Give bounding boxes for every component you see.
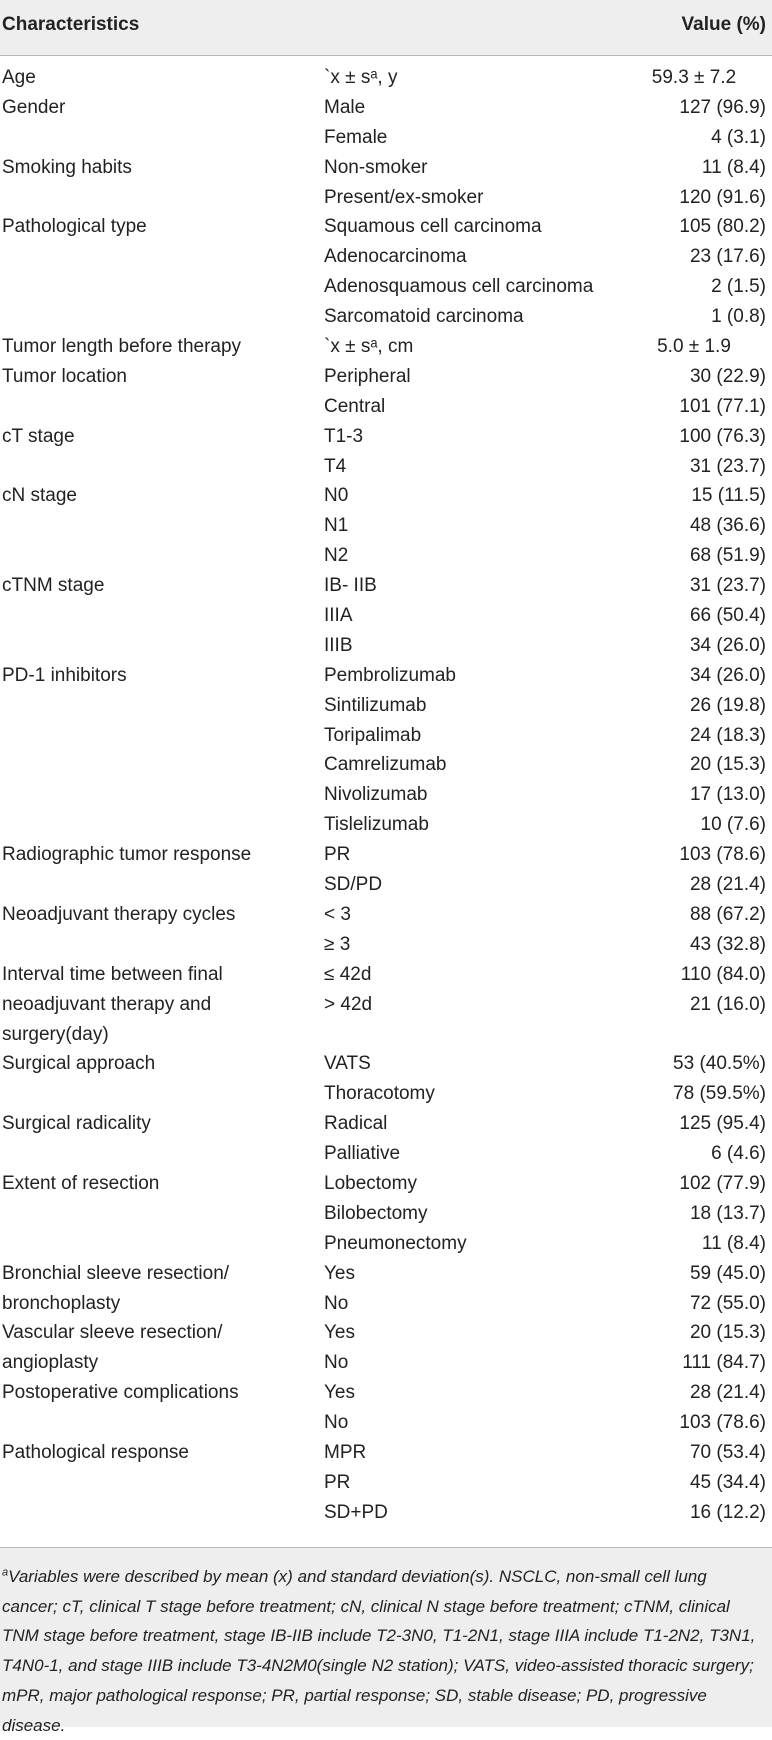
- row-characteristic: Pathological response: [2, 1441, 189, 1463]
- table-row: [0, 1408, 772, 1438]
- row-value: 103 (78.6): [679, 844, 766, 866]
- row-value: 102 (77.9): [679, 1172, 766, 1194]
- table-row: [0, 840, 772, 870]
- row-value: 26 (19.8): [689, 694, 766, 716]
- row-category: SD+PD: [324, 1501, 388, 1523]
- row-value: 34 (26.0): [689, 664, 766, 686]
- table-row: [0, 153, 772, 183]
- row-category: Thoracotomy: [324, 1083, 435, 1105]
- row-category: `x ± sᵃ, y: [324, 67, 398, 88]
- row-value: 34 (26.0): [689, 634, 766, 656]
- row-characteristic: PD-1 inhibitors: [2, 664, 127, 686]
- row-category: ≥ 3: [324, 933, 351, 955]
- table-row: [0, 1199, 772, 1229]
- row-value: 21 (16.0): [689, 993, 766, 1015]
- row-category: Yes: [324, 1382, 355, 1404]
- footnote-text: Variables were described by mean (x) and standard deviation(s). NSCLC, non-small cell lung cancer; cT, clinical T stage before treatment; cN, clinical N stage before treatment; cTNM, clinical TNM stage before treatment, stage IB-IIB include T2-3N0, T1-2N1, stage IIIA include T1-2N2, T3N1, T4N0-1, and stage IIIB include T3-4N2M0(single N2 station); VATS, video-assisted thoracic surgery; mPR, major pathological response; PR, partial response; SD, stable disease; PD, progressive disease.: [2, 1567, 756, 1735]
- row-category: Pembrolizumab: [324, 664, 456, 686]
- row-category: N2: [324, 545, 349, 567]
- row-value: 70 (53.4): [689, 1441, 766, 1463]
- table-row: [0, 1289, 772, 1319]
- table-row: [0, 1348, 772, 1378]
- row-value: 18 (13.7): [689, 1202, 766, 1224]
- row-characteristic: surgery(day): [2, 1023, 109, 1045]
- row-value: 45 (34.4): [689, 1471, 766, 1493]
- row-category: N1: [324, 515, 349, 537]
- row-characteristic: Vascular sleeve resection/: [2, 1322, 223, 1344]
- table-row: [0, 123, 772, 153]
- row-characteristic: Pathological type: [2, 216, 147, 238]
- table-row: [0, 63, 772, 93]
- row-value: 100 (76.3): [679, 425, 766, 447]
- row-value: 16 (12.2): [689, 1501, 766, 1523]
- row-value: 105 (80.2): [679, 216, 766, 238]
- row-value: 59.3 ± 7.2: [651, 67, 737, 88]
- table-row: [0, 362, 772, 392]
- row-value: 30 (22.9): [689, 365, 766, 387]
- row-characteristic: Radiographic tumor response: [2, 844, 252, 866]
- row-value: 68 (51.9): [689, 545, 766, 567]
- table-row: [0, 1229, 772, 1259]
- row-category: ≤ 42d: [324, 963, 372, 985]
- table-row: [0, 1259, 772, 1289]
- row-value: 6 (4.6): [711, 1143, 766, 1165]
- row-value: 1 (0.8): [711, 306, 766, 328]
- table-row: [0, 870, 772, 900]
- row-characteristic: Tumor length before therapy: [2, 336, 242, 358]
- row-category: IB- IIB: [324, 575, 377, 597]
- table-row: [0, 1109, 772, 1139]
- table-row: [0, 93, 772, 123]
- row-category: Peripheral: [324, 365, 411, 387]
- row-category: Present/ex-smoker: [324, 186, 484, 208]
- table-row: [0, 960, 772, 990]
- row-characteristic: angioplasty: [2, 1352, 99, 1374]
- table-row: [0, 990, 772, 1020]
- table-row: [0, 780, 772, 810]
- table-row: [0, 452, 772, 482]
- table-row: [0, 392, 772, 422]
- header-characteristics: Characteristics: [2, 14, 140, 35]
- row-value: 66 (50.4): [689, 605, 766, 627]
- table-row: [0, 930, 772, 960]
- table-row: [0, 332, 772, 362]
- row-category: Lobectomy: [324, 1172, 417, 1194]
- table-row: [0, 1139, 772, 1169]
- row-value: 101 (77.1): [679, 395, 766, 417]
- row-value: 2 (1.5): [711, 276, 766, 298]
- table-row: [0, 1049, 772, 1079]
- table-row: [0, 541, 772, 571]
- table-row: [0, 631, 772, 661]
- row-category: No: [324, 1412, 349, 1434]
- row-characteristic: Surgical approach: [2, 1053, 156, 1075]
- row-category: T4: [324, 455, 347, 477]
- row-characteristic: Surgical radicality: [2, 1113, 151, 1135]
- row-category: Yes: [324, 1322, 355, 1344]
- row-category: Tislelizumab: [324, 814, 429, 836]
- row-value: 15 (11.5): [691, 485, 766, 507]
- row-category: Female: [324, 126, 388, 148]
- row-category: Toripalimab: [324, 724, 422, 746]
- table-row: [0, 1378, 772, 1408]
- table-row: [0, 212, 772, 242]
- footnote-marker: a: [2, 1566, 9, 1579]
- table-footer: [0, 1547, 772, 1735]
- row-value: 48 (36.6): [689, 515, 766, 537]
- row-characteristic: Postoperative complications: [2, 1382, 239, 1404]
- table-row: [0, 1498, 772, 1528]
- row-category: Central: [324, 395, 386, 417]
- row-value: 11 (8.4): [701, 156, 766, 178]
- row-value: 31 (23.7): [689, 455, 766, 477]
- row-category: T1-3: [324, 425, 364, 447]
- row-value: 17 (13.0): [689, 784, 766, 806]
- table-row: [0, 481, 772, 511]
- row-category: > 42d: [324, 993, 373, 1015]
- row-value: 88 (67.2): [689, 903, 766, 925]
- row-value: 28 (21.4): [689, 1382, 766, 1404]
- row-category: Pneumonectomy: [324, 1232, 467, 1254]
- row-characteristic: Extent of resection: [2, 1172, 160, 1194]
- row-category: Male: [324, 96, 366, 118]
- table-row: [0, 900, 772, 930]
- row-value: 53 (40.5%): [673, 1053, 766, 1075]
- row-value: 31 (23.7): [689, 575, 766, 597]
- row-category: Squamous cell carcinoma: [324, 216, 542, 238]
- row-value: 11 (8.4): [701, 1232, 766, 1254]
- row-value: 24 (18.3): [689, 724, 766, 746]
- table-row: [0, 183, 772, 213]
- row-characteristic: Bronchial sleeve resection/: [2, 1262, 230, 1284]
- row-category: N0: [324, 485, 349, 507]
- row-value: 59 (45.0): [689, 1262, 766, 1284]
- table-row: [0, 242, 772, 272]
- row-characteristic: cN stage: [2, 485, 77, 507]
- row-category: Sintilizumab: [324, 694, 427, 716]
- row-category: PR: [324, 844, 351, 866]
- table-row: [0, 721, 772, 751]
- row-characteristic: Tumor location: [2, 365, 127, 387]
- row-value: 111 (84.7): [682, 1352, 766, 1374]
- table-row: [0, 1079, 772, 1109]
- row-value: 43 (32.8): [689, 933, 766, 955]
- table-row: [0, 422, 772, 452]
- table-row: [0, 511, 772, 541]
- table-header: [0, 0, 772, 56]
- row-value: 127 (96.9): [679, 96, 766, 118]
- row-category: Sarcomatoid carcinoma: [324, 306, 524, 328]
- table-row: [0, 272, 772, 302]
- row-characteristic: bronchoplasty: [2, 1292, 121, 1314]
- table-row: [0, 1020, 772, 1050]
- row-value: 4 (3.1): [711, 126, 766, 148]
- row-value: 5.0 ± 1.9: [657, 336, 731, 358]
- row-category: No: [324, 1292, 349, 1314]
- row-category: Radical: [324, 1113, 388, 1135]
- row-value: 110 (84.0): [680, 963, 766, 985]
- row-value: 125 (95.4): [679, 1113, 766, 1135]
- table-row: [0, 1169, 772, 1199]
- row-value: 78 (59.5%): [673, 1083, 766, 1105]
- row-category: MPR: [324, 1441, 367, 1463]
- table-row: [0, 302, 772, 332]
- row-category: SD/PD: [324, 874, 383, 896]
- table-row: [0, 601, 772, 631]
- row-characteristic: cTNM stage: [2, 575, 105, 597]
- row-characteristic: cT stage: [2, 425, 75, 447]
- table-row: [0, 661, 772, 691]
- row-value: 10 (7.6): [700, 814, 766, 836]
- row-characteristic: Age: [2, 67, 36, 88]
- row-category: Yes: [324, 1262, 355, 1284]
- row-category: No: [324, 1352, 349, 1374]
- table-row: [0, 1318, 772, 1348]
- table-row: [0, 571, 772, 601]
- row-category: Nivolizumab: [324, 784, 428, 806]
- table-body: [0, 56, 772, 1528]
- row-value: 20 (15.3): [689, 1322, 766, 1344]
- row-value: 28 (21.4): [689, 874, 766, 896]
- header-value: Value (%): [681, 14, 766, 35]
- row-category: Bilobectomy: [324, 1202, 428, 1224]
- row-category: < 3: [324, 903, 351, 925]
- row-category: IIIB: [324, 634, 353, 656]
- row-value: 103 (78.6): [679, 1412, 766, 1434]
- row-characteristic: Neoadjuvant therapy cycles: [2, 903, 236, 925]
- row-category: PR: [324, 1471, 351, 1493]
- row-value: 72 (55.0): [689, 1292, 766, 1314]
- row-characteristic: Gender: [2, 96, 66, 118]
- row-category: Camrelizumab: [324, 754, 447, 776]
- row-value: 23 (17.6): [689, 246, 766, 268]
- row-category: Adenocarcinoma: [324, 246, 467, 268]
- table-row: [0, 1468, 772, 1498]
- row-category: Non-smoker: [324, 156, 428, 178]
- row-characteristic: Smoking habits: [2, 156, 132, 178]
- table-row: [0, 810, 772, 840]
- row-category: Palliative: [324, 1143, 401, 1165]
- row-characteristic: Interval time between final: [2, 963, 223, 985]
- row-characteristic: neoadjuvant therapy and: [2, 993, 212, 1015]
- row-value: 20 (15.3): [689, 754, 766, 776]
- row-category: IIIA: [324, 605, 353, 627]
- table-row: [0, 691, 772, 721]
- row-category: `x ± sᵃ, cm: [324, 336, 414, 358]
- table-row: [0, 750, 772, 780]
- table-row: [0, 1438, 772, 1468]
- row-value: 120 (91.6): [679, 186, 766, 208]
- row-category: VATS: [324, 1053, 371, 1075]
- row-category: Adenosquamous cell carcinoma: [324, 276, 594, 298]
- footnote: [2, 1562, 767, 1740]
